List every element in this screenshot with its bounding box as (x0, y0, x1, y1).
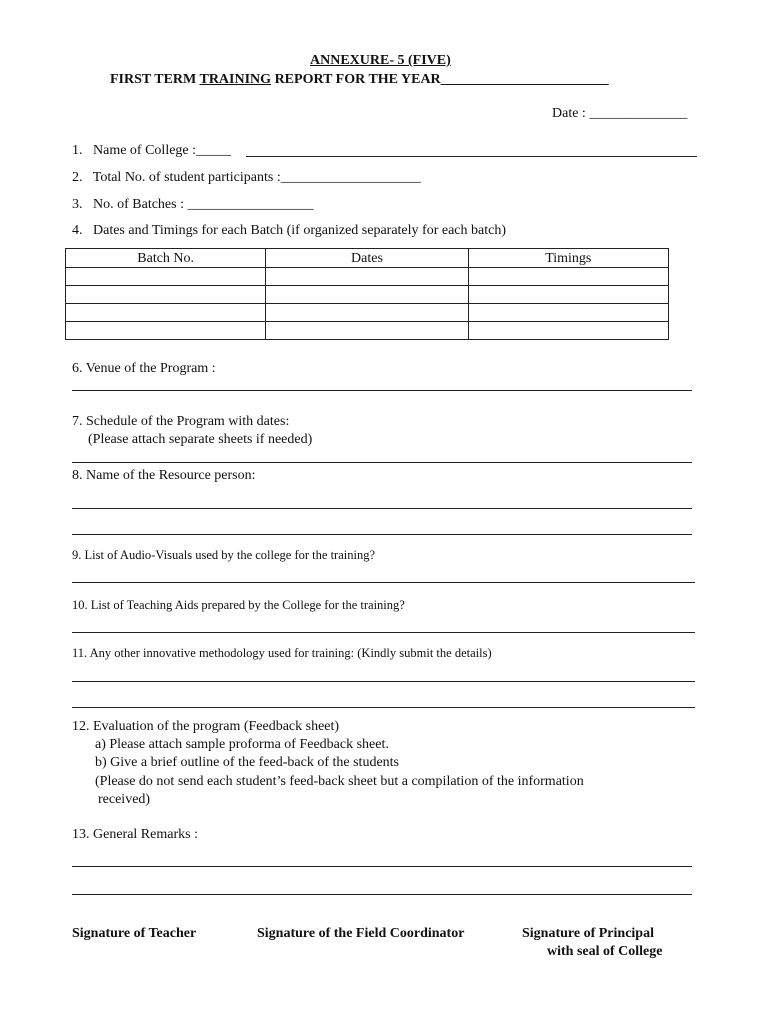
q7-answer-line[interactable] (72, 462, 692, 463)
q11-answer-line-2[interactable] (72, 707, 695, 708)
table-cell[interactable] (468, 304, 668, 322)
table-row (66, 286, 669, 304)
date-field (552, 106, 687, 122)
q2-total-participants (72, 170, 421, 186)
q3-num: 3. (72, 197, 83, 212)
col-timings: Timings (468, 249, 668, 268)
table-header-row (66, 249, 669, 268)
table-cell[interactable] (468, 286, 668, 304)
signature-teacher: Signature of Teacher (72, 926, 197, 941)
q12-evaluation-label: 12. Evaluation of the program (Feedback sheet) (72, 719, 340, 734)
annexure-heading: ANNEXURE- 5 (FIVE) (310, 53, 451, 68)
table-row (66, 322, 669, 340)
title-underlined: TRAINING (199, 72, 272, 87)
title-suffix: REPORT FOR THE YEAR (271, 72, 441, 87)
q6-answer-line[interactable] (72, 390, 692, 391)
col-batch-no: Batch No. (66, 249, 266, 268)
table-cell[interactable] (468, 268, 668, 286)
q4-dates-timings (72, 223, 506, 239)
date-label: Date : (552, 106, 586, 121)
q8-resource-person-label: 8. Name of the Resource person: (72, 468, 256, 483)
table-cell[interactable] (266, 322, 468, 340)
q9-answer-line[interactable] (72, 582, 695, 583)
q1-name-of-college (72, 143, 231, 159)
q12-item-b: b) Give a brief outline of the feed-back of the students (95, 755, 400, 770)
q3-no-of-batches (72, 197, 313, 213)
q8-answer-line-1[interactable] (72, 508, 692, 509)
q3-label: No. of Batches : (93, 197, 184, 212)
table-row (66, 268, 669, 286)
q1-label: Name of College : (93, 143, 197, 158)
q4-num: 4. (72, 223, 83, 238)
q2-label: Total No. of student participants : (92, 170, 281, 185)
q10-teaching-aids-label: 10. List of Teaching Aids prepared by the College for the training? (72, 598, 405, 612)
table-row (66, 304, 669, 322)
q11-methodology-label: 11. Any other innovative methodology used for training: (Kindly submit the details) (72, 646, 492, 660)
q1-num: 1. (72, 143, 83, 158)
q13-answer-line-1[interactable] (72, 866, 692, 867)
q8-answer-line-2[interactable] (72, 534, 692, 535)
table-cell[interactable] (266, 268, 468, 286)
q1-answer-line[interactable] (246, 156, 697, 157)
table-cell[interactable] (66, 268, 266, 286)
q12-note-line-2: received) (98, 792, 151, 807)
q7-schedule-label: 7. Schedule of the Program with dates: (72, 414, 290, 429)
q2-blank[interactable]: ____________________ (280, 170, 421, 185)
q11-answer-line-1[interactable] (72, 681, 695, 682)
q13-answer-line-2[interactable] (72, 894, 692, 895)
q12-item-a: a) Please attach sample proforma of Feedback sheet. (95, 737, 389, 752)
date-blank[interactable]: ______________ (589, 106, 688, 121)
q6-venue-label: 6. Venue of the Program : (72, 361, 216, 376)
table-cell[interactable] (66, 286, 266, 304)
title-prefix: FIRST TERM (110, 72, 200, 87)
q1-blank-short[interactable]: _____ (196, 143, 232, 158)
q12-note-line-1: (Please do not send each student’s feed-back sheet but a compilation of the information (95, 774, 584, 789)
table-cell[interactable] (66, 322, 266, 340)
year-blank[interactable]: ________________________ (440, 72, 609, 87)
report-title (110, 72, 609, 88)
signature-field-coordinator: Signature of the Field Coordinator (257, 926, 465, 941)
col-dates: Dates (266, 249, 468, 268)
batch-table (65, 248, 669, 340)
table-cell[interactable] (266, 304, 468, 322)
q2-num: 2. (72, 170, 83, 185)
table-cell[interactable] (468, 322, 668, 340)
q4-label: Dates and Timings for each Batch (if organized separately for each batch) (93, 223, 506, 238)
signature-principal-seal: with seal of College (547, 944, 663, 959)
q7-note: (Please attach separate sheets if needed) (88, 432, 313, 447)
signature-principal: Signature of Principal (522, 926, 654, 941)
q10-answer-line[interactable] (72, 632, 695, 633)
q9-audio-visuals-label: 9. List of Audio-Visuals used by the college for the training? (72, 548, 376, 562)
table-cell[interactable] (66, 304, 266, 322)
q13-general-remarks-label: 13. General Remarks : (72, 827, 198, 842)
table-cell[interactable] (266, 286, 468, 304)
q3-blank[interactable]: __________________ (187, 197, 314, 212)
